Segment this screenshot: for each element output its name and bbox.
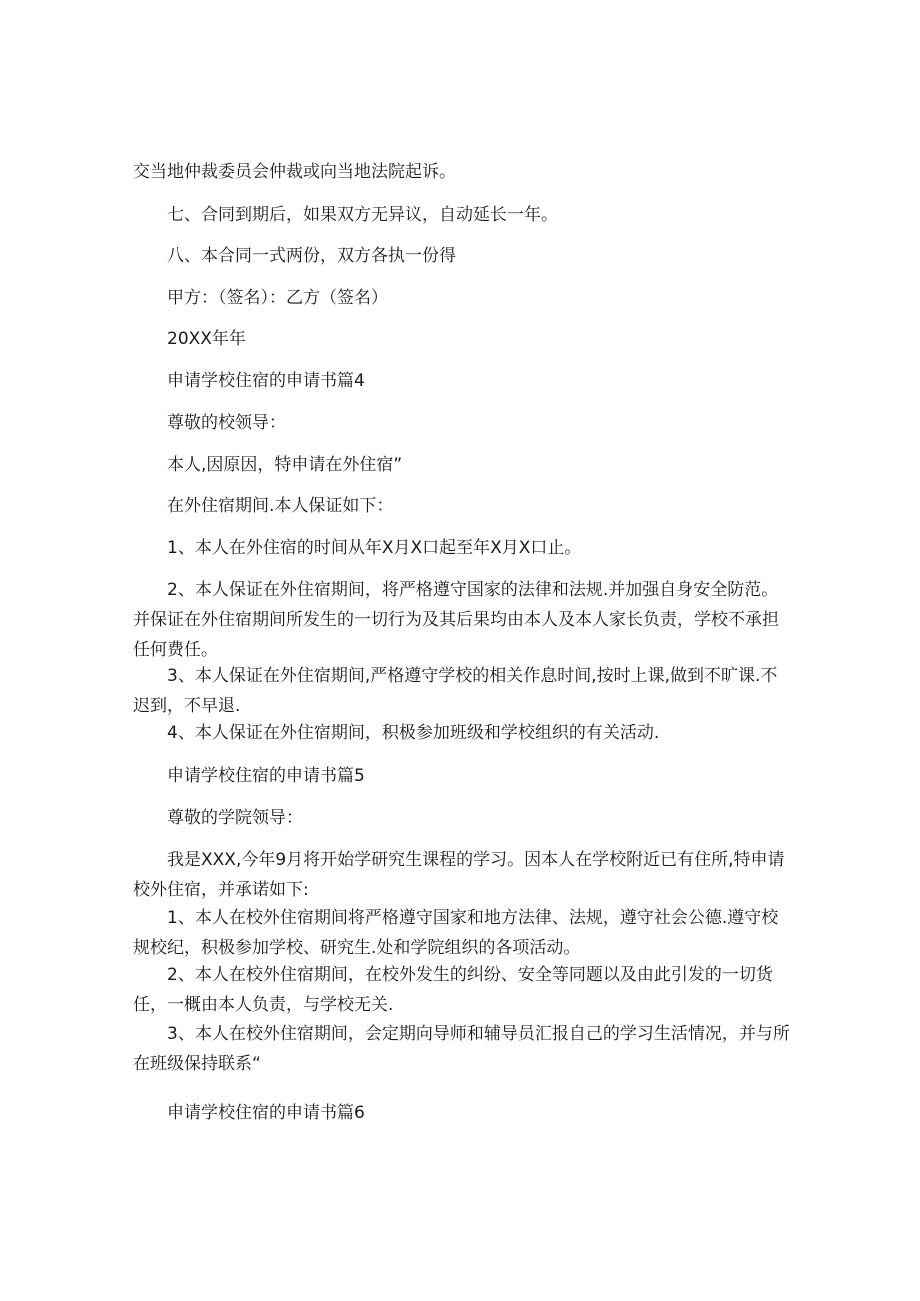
paragraph-item-5-1: 1、本人在校外住宿期间将严格遵守国家和地方法律、法规，遵守社会公德.遵守校规校纪，积极参加学校、研究生.处和学院组织的各项活动。 (133, 908, 779, 958)
paragraph-request-4: 本人,因原因，特申请在外住宿” (167, 455, 403, 475)
paragraph-item-5-3: 3、本人在校外住宿期间，会定期向导师和辅导员汇报自己的学习生活情况，并与所在班级保持联系“ (133, 1024, 790, 1074)
paragraph-clause-seven: 七、合同到期后，如果双方无异议，自动延长一年。 (167, 205, 558, 225)
date-line: 20XX年年 (167, 329, 246, 349)
paragraph-item-4-2: 2、本人保证在外住宿期间，将严格遵守国家的法律和法规.并加强自身安全防范。并保证在外住宿期间所发生的一切行为及其后果均由本人及本人家长负责，学校不承担任何费任。 (133, 580, 779, 660)
salutation-4: 尊敬的校领导： (167, 413, 286, 433)
salutation-5: 尊敬的学院领导： (167, 808, 303, 828)
paragraph-item-4-3: 3、本人保证在外住宿期间,严格遵守学校的相关作息时间,按时上课,做到不旷课.不迟到，不早退. (133, 666, 778, 716)
section-heading-4: 申请学校住宿的申请书篇4 (167, 371, 365, 391)
section-heading-5: 申请学校住宿的申请书篇5 (167, 766, 365, 786)
paragraph-guarantee-intro-4: 在外住宿期间.本人保证如下： (167, 496, 394, 516)
paragraph-item-4-4: 4、本人保证在外住宿期间，积极参加班级和学校组织的有关活动. (167, 723, 660, 743)
paragraph-clause-eight: 八、本合同一式两份，双方各执一份得 (167, 246, 456, 266)
section-heading-6: 申请学校住宿的申请书篇6 (167, 1103, 365, 1123)
signature-line: 甲方：（签名）：乙方（签名） (167, 288, 388, 308)
paragraph-item-5-2: 2、本人在校外住宿期间，在校外发生的纠纷、安全等同题以及由此引发的一切货任，一概由本人负责，与学校无关. (133, 965, 773, 1015)
paragraph-arbitration-continued: 交当地仲裁委员会仲裁或向当地法院起诉。 (133, 162, 456, 182)
paragraph-item-4-1: 1、本人在外住宿的时间从年X月X口起至年X月X口止。 (167, 538, 582, 558)
paragraph-intro-5: 我是XXX,今年9月将开始学研究生课程的学习。因本人在学校附近已有住所,特申请校外住宿，并承诺如下: (133, 850, 785, 900)
